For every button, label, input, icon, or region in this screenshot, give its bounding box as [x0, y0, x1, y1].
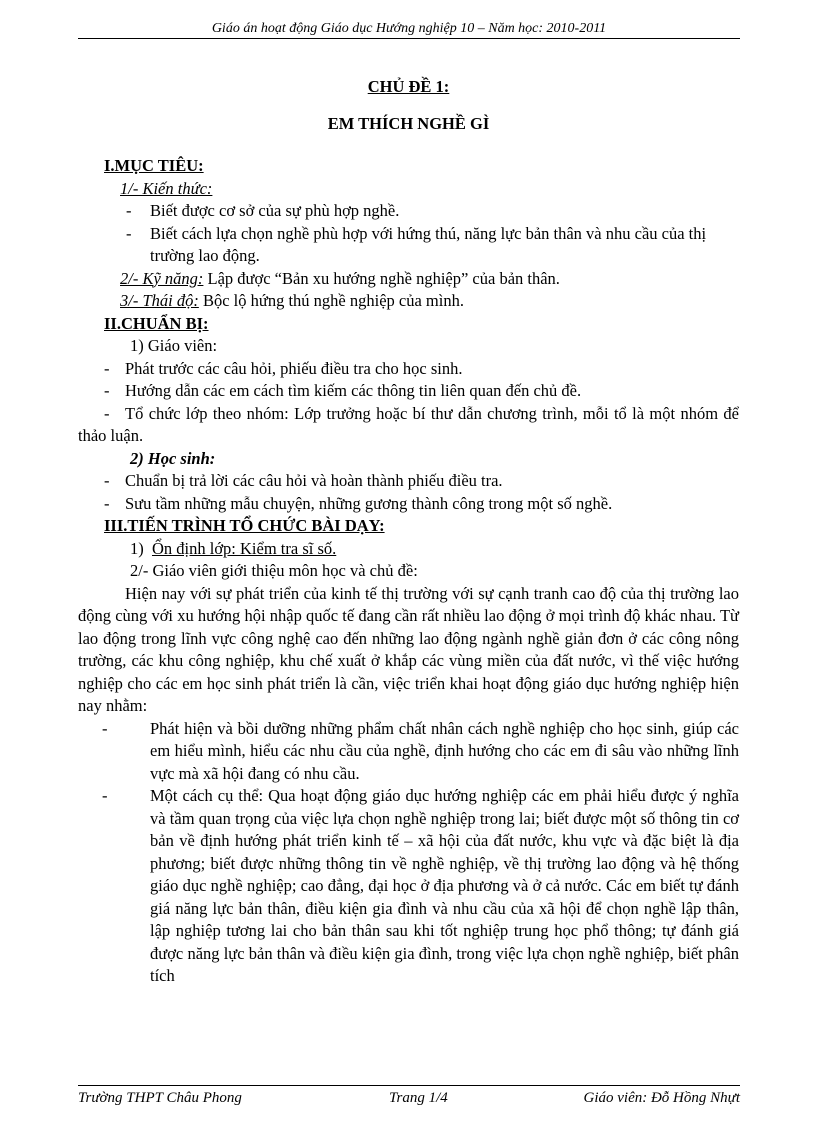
list-item: - Phát hiện và bồi dưỡng những phẩm chất nhân cách nghề nghiệp cho học sinh, giúp các em hiểu mình, hiểu các nhu cầu của nghề, định hướng cho các em đi sâu vào những lĩnh vực mà xã hội đang có nhu cầu. [102, 718, 739, 783]
header-rule [78, 38, 740, 39]
attitude-line: 3/- Thái độ: Bộc lộ hứng thú nghề nghiệp của mình. [120, 291, 464, 310]
document-body [78, 72, 739, 988]
section-objectives-heading: I.MỤC TIÊU: [104, 156, 204, 175]
topic-label: CHỦ ĐỀ 1: [367, 77, 450, 96]
section-preparation-heading: II.CHUẨN BỊ: [104, 313, 209, 333]
intro-paragraph: Hiện nay với sự phát triển của kinh tế thị trường với sự cạnh tranh cao độ của thị trường lao động cùng với xu hướng hội nhập quốc tế đang cần rất nhiều lao động ở mọi trình độ khác nhau. Từ lao động trong lĩnh vực công nghệ cao đến những lao động ngành nghề giản đơn ở các công nông trường, các khu công nghiệp, khu chế xuất ở khắp các vùng miền của đất nước, vì thế việc hướng nghiệp cho các em học sinh phát triển là cần, việc triển khai hoạt động giáo dục hướng nghiệp hiện nay nhằm: [78, 583, 739, 715]
list-item: - Biết được cơ sở của sự phù hợp nghề. [126, 201, 400, 220]
skill-line: 2/- Kỹ năng: Lập được “Bản xu hướng nghề nghiệp” của bản thân. [120, 268, 560, 288]
teacher-label: 1) Giáo viên: [130, 336, 218, 355]
section-process-heading: III.TIẾN TRÌNH TỔ CHỨC BÀI DẠY: [104, 516, 385, 535]
topic-title: EM THÍCH NGHỀ GÌ [327, 113, 490, 133]
page-header: Giáo án hoạt động Giáo dục Hướng nghiệp 10 – Năm học: 2010-2011 [211, 21, 607, 36]
step-2: 2/- Giáo viên giới thiệu môn học và chủ đề: [130, 561, 418, 580]
list-item: - Chuẩn bị trả lời các câu hỏi và hoàn thành phiếu điều tra. [104, 471, 503, 490]
footer-page-number: Trang 1/4 [389, 1090, 448, 1106]
student-label: 2) Học sinh: [130, 448, 216, 468]
list-item: - Biết cách lựa chọn nghề phù hợp với hứng thú, năng lực bản thân và nhu cầu của thị trường lao động. [126, 223, 707, 265]
footer-school: Trường THPT Châu Phong [78, 1090, 242, 1106]
footer-teacher: Giáo viên: Đỗ Hồng Nhựt [583, 1090, 740, 1106]
list-item: - Sưu tầm những mẫu chuyện, những gương thành công trong một số nghề. [104, 493, 613, 513]
list-item: - Phát trước các câu hỏi, phiếu điều tra cho học sinh. [104, 358, 463, 378]
knowledge-label: 1/- Kiến thức: [120, 178, 213, 198]
list-item: - Một cách cụ thể: Qua hoạt động giáo dục hướng nghiệp các em phải hiểu được ý nghĩa và tầm quan trọng của việc lựa chọn nghề nghiệp trong lai; biết được một số thông tin cơ bản về định hướng phát triển kinh tế – xã hội của đất nước, khu vực và đặc biệt là địa phương; biết được những thông tin về nghề nghiệp, về thị trường lao động và hệ thống giáo dục nghề nghiệp; cao đẳng, đại học ở địa phương và ở cả nước. Các em biết tự đánh giá năng lực bản thân, điều kiện gia đình và nhu cầu của xã hội để chọn nghề lập thân, lập nghiệp tương lai cho bản thân sau khi tốt nghiệp trung học phổ thông; tự đánh giá được năng lực bản thân và điều kiện gia đình, trong việc lựa chọn nghề nghiệp, biết phân tích [102, 786, 739, 985]
list-item: - Tổ chức lớp theo nhóm: Lớp trưởng hoặc bí thư dẫn chương trình, mỗi tổ là một nhóm để thảo luận. [78, 403, 739, 445]
footer-rule [78, 1085, 740, 1086]
step-1: 1) Ổn định lớp: Kiểm tra sĩ số. [130, 538, 337, 558]
list-item: - Hướng dẫn các em cách tìm kiếm các thông tin liên quan đến chủ đề. [104, 381, 582, 400]
